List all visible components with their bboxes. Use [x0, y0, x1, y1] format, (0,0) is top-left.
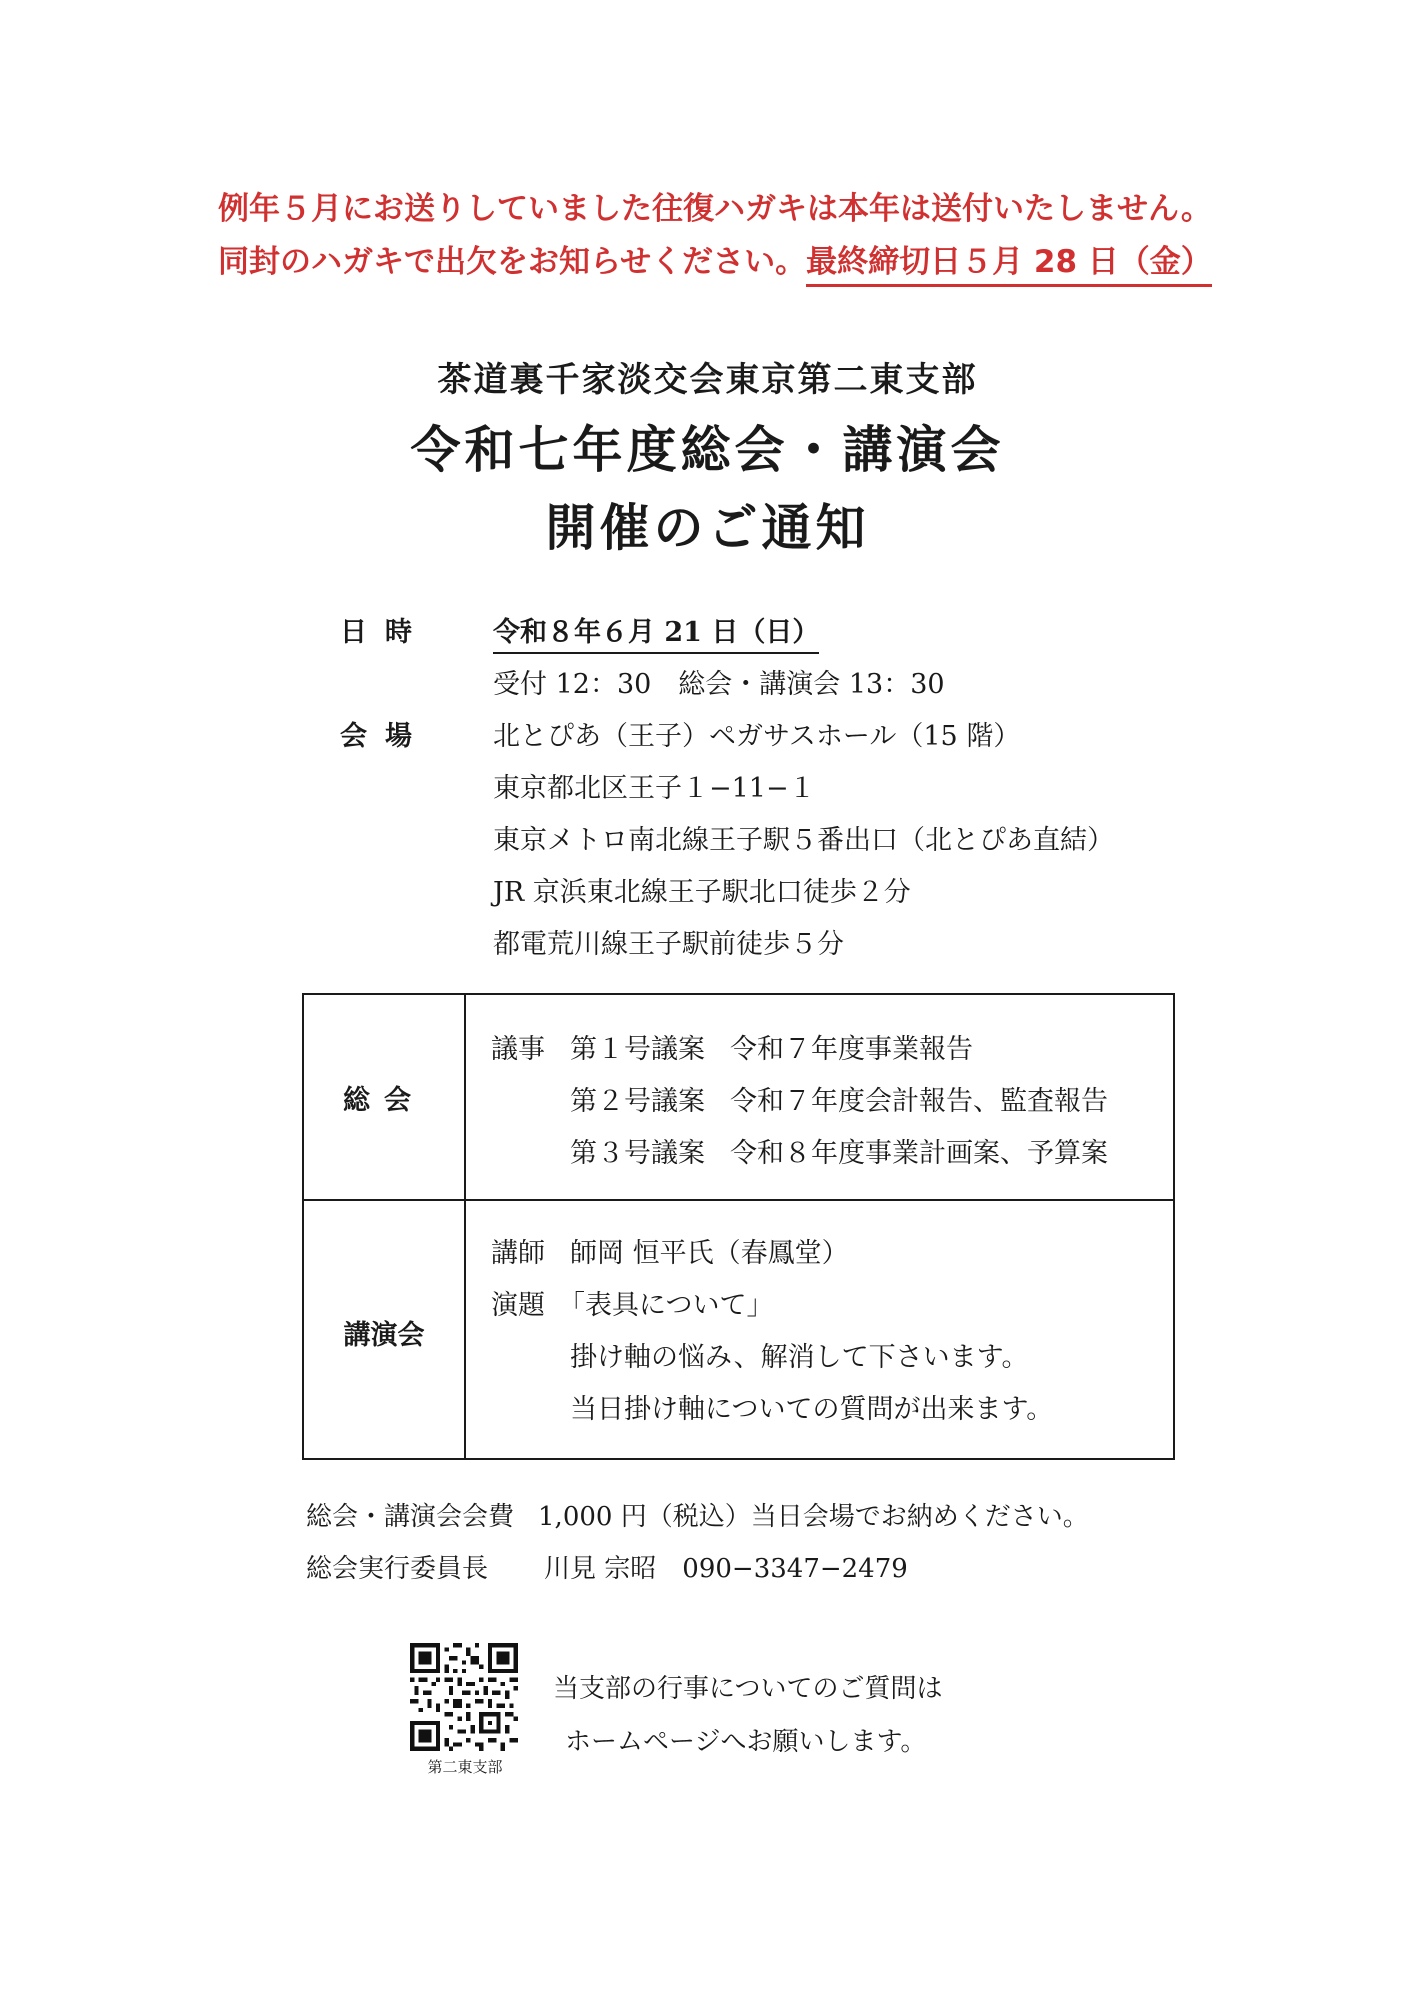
- fee-text: 1,000 円（税込）当日会場でお納めください。: [538, 1502, 1089, 1532]
- chair-label: 総会実行委員長: [306, 1554, 489, 1584]
- event-date: 令和８年６月 21 日（日）: [493, 610, 819, 654]
- chair-row: [306, 1548, 908, 1585]
- qr-caption: 第二東支部: [427, 1758, 503, 1776]
- fee-label: 総会・講演会会費: [306, 1502, 515, 1532]
- agenda-item-number: 第３号議案: [570, 1138, 705, 1169]
- lecture-description: 当日掛け軸についての質問が出来ます。: [570, 1394, 1054, 1425]
- chair-text: 川見 宗昭 090−3347−2479: [544, 1554, 908, 1584]
- lecture-label: 講演会: [343, 1320, 425, 1351]
- event-time: 受付 12：30 総会・講演会 13：30: [493, 669, 945, 700]
- document-subtitle: 開催のご通知: [545, 499, 870, 557]
- lecturer-label: 講師: [491, 1238, 545, 1269]
- lecturer-name: 師岡 恒平氏（春鳳堂）: [570, 1238, 849, 1269]
- qr-code: [410, 1643, 518, 1751]
- general-meeting-label: 総会: [343, 1085, 425, 1116]
- topic-label: 演題: [491, 1290, 545, 1321]
- venue-label: 会場: [340, 721, 430, 752]
- venue-line: 東京メトロ南北線王子駅５番出口（北とぴあ直結）: [493, 825, 1114, 856]
- agenda-label: 議事: [491, 1034, 545, 1065]
- venue-line: 東京都北区王子１−11−１: [493, 773, 816, 804]
- program-table: [302, 993, 1175, 1460]
- notice-line-1: 例年５月にお送りしていました往復ハガキは本年は送付いたしません。: [218, 191, 1212, 227]
- notice-line-2-prefix: 同封のハガキで出欠をお知らせください。: [218, 244, 807, 280]
- agenda-item-number: 第２号議案: [570, 1086, 705, 1117]
- agenda-item-title: 令和７年度事業報告: [730, 1034, 973, 1065]
- lecture-description: 掛け軸の悩み、解消して下さいます。: [570, 1342, 1029, 1373]
- agenda-item-title: 令和８年度事業計画案、予算案: [730, 1138, 1108, 1169]
- fee-row: [306, 1496, 1089, 1533]
- venue-line: 北とぴあ（王子）ペガサスホール（15 階）: [493, 721, 1021, 752]
- table-divider-vertical: [464, 995, 466, 1458]
- deadline-text: 最終締切日５月 28 日（金）: [806, 236, 1212, 287]
- venue-line: 都電荒川線王子駅前徒歩５分: [493, 929, 844, 960]
- table-divider-horizontal: [304, 1199, 1173, 1201]
- document-title: 令和七年度総会・講演会: [410, 421, 1005, 479]
- lecture-topic: 「表具について」: [558, 1290, 774, 1321]
- inquiry-line-2: ホームページへお願いします。: [565, 1727, 927, 1757]
- agenda-item-number: 第１号議案: [570, 1034, 705, 1065]
- datetime-label: 日時: [340, 617, 430, 648]
- notice-line-2: [218, 236, 1258, 287]
- agenda-item-title: 令和７年度会計報告、監査報告: [730, 1086, 1108, 1117]
- organization-name: 茶道裏千家淡交会東京第二東支部: [437, 360, 978, 400]
- venue-line: JR 京浜東北線王子駅北口徒歩２分: [493, 877, 911, 908]
- inquiry-line-1: 当支部の行事についてのご質問は: [553, 1674, 943, 1704]
